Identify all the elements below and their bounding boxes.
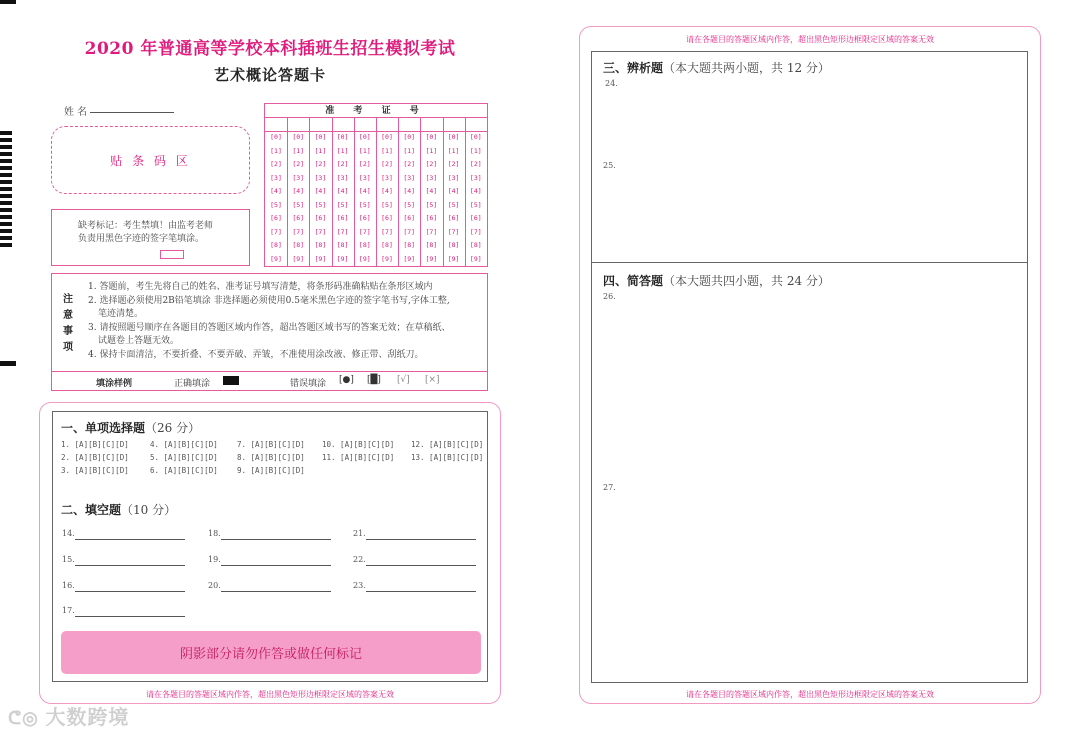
absent-mark-box bbox=[51, 209, 250, 266]
exam-id-bubble[interactable]: [9] bbox=[425, 254, 438, 263]
exam-id-bubble[interactable]: [5] bbox=[403, 200, 416, 209]
notice-item: 1. 答题前，考生先将自己的姓名、准考证号填写清楚，将条形码准确粘贴在条形区域内 bbox=[88, 282, 433, 292]
exam-id-bubble[interactable]: [4] bbox=[425, 187, 438, 195]
exam-id-bubble[interactable]: [8] bbox=[292, 241, 305, 249]
exam-id-bubble[interactable]: [3] bbox=[469, 173, 482, 182]
exam-id-bubble[interactable]: [6] bbox=[314, 214, 327, 222]
exam-id-bubble[interactable]: [9] bbox=[469, 254, 482, 263]
section3-heading: 三、辨析题（本大题共两小题，共 12 分） bbox=[603, 61, 830, 75]
exam-id-bubble[interactable]: [3] bbox=[403, 173, 416, 182]
exam-id-bubble[interactable]: [3] bbox=[292, 173, 305, 182]
answer-card-title: 艺术概论答题卡 bbox=[213, 66, 326, 84]
exam-id-bubble[interactable]: [8] bbox=[469, 241, 482, 249]
exam-id-bubble[interactable]: [1] bbox=[314, 146, 327, 155]
exam-id-bubble[interactable]: [8] bbox=[447, 241, 460, 249]
exam-id-bubble[interactable]: [1] bbox=[336, 146, 349, 155]
exam-id-bubble[interactable]: [3] bbox=[447, 173, 460, 182]
exam-id-bubble[interactable]: [7] bbox=[403, 227, 416, 236]
choice-question[interactable]: 13. [A][B][C][D] bbox=[411, 453, 484, 462]
notice-box bbox=[51, 273, 488, 372]
exam-id-bubble[interactable]: [9] bbox=[292, 254, 305, 263]
wrong-fill-sample: [√] bbox=[397, 375, 410, 385]
notice-item: 试题卷上答题无效。 bbox=[98, 336, 180, 347]
exam-id-bubble[interactable]: [3] bbox=[270, 173, 282, 182]
exam-id-bubble[interactable]: [4] bbox=[358, 187, 371, 195]
blank-answer-line[interactable] bbox=[75, 591, 185, 592]
watermark-logo: ᕦ◎ 大数跨境 bbox=[8, 707, 130, 729]
absent-instruction-1: 缺考标记：考生禁填！由监考老师 bbox=[78, 221, 214, 231]
exam-id-bubble[interactable]: [8] bbox=[336, 241, 349, 249]
exam-id-column-divider bbox=[332, 118, 333, 266]
exam-id-title: 准 考 证 号 bbox=[265, 104, 487, 118]
absent-instruction-2: 负责用黑色字迹的签字笔填涂。 bbox=[78, 234, 205, 244]
footer-note-right: 请在各题目的答题区域内作答，超出黑色矩形边框限定区域的答案无效 bbox=[686, 690, 934, 699]
exam-id-bubble[interactable]: [7] bbox=[292, 227, 305, 236]
exam-id-bubble[interactable]: [0] bbox=[425, 133, 438, 141]
correct-fill-sample bbox=[223, 376, 239, 385]
exam-id-bubble[interactable]: [9] bbox=[381, 254, 393, 263]
exam-id-bubble[interactable]: [6] bbox=[403, 214, 416, 222]
question-number: 24. bbox=[605, 79, 618, 88]
wrong-fill-sample: [×] bbox=[425, 375, 440, 385]
notice-item: 笔迹清楚。 bbox=[98, 309, 144, 320]
exam-id-bubble[interactable]: [7] bbox=[447, 227, 460, 236]
blank-answer-line[interactable] bbox=[221, 539, 331, 540]
blank-answer-line[interactable] bbox=[366, 591, 476, 592]
exam-id-bubble[interactable]: [6] bbox=[425, 214, 438, 222]
exam-id-bubble[interactable]: [6] bbox=[292, 214, 305, 222]
notice-side-label: 注 意 事 项 bbox=[63, 294, 73, 353]
exam-id-bubble[interactable]: [6] bbox=[358, 214, 371, 222]
fill-sample-row bbox=[51, 372, 488, 391]
notice-item: 2. 选择题必须使用2B铅笔填涂 非选择题必须使用0.5毫米黑色字迹的签字笔书写,字体工整, bbox=[88, 295, 450, 306]
exam-title: 2020 年普通高等学校本科插班生招生模拟考试 bbox=[84, 39, 456, 59]
blank-question-number: 15. bbox=[62, 555, 75, 564]
section2-heading: 二、填空题（10 分） bbox=[61, 503, 177, 517]
choice-question[interactable]: 8. [A][B][C][D] bbox=[237, 453, 305, 462]
exam-id-bubble[interactable]: [2] bbox=[292, 160, 305, 168]
blank-answer-line[interactable] bbox=[221, 591, 331, 592]
exam-id-bubble[interactable]: [5] bbox=[314, 200, 327, 209]
blank-answer-line[interactable] bbox=[221, 565, 331, 566]
blank-answer-line[interactable] bbox=[75, 616, 185, 617]
exam-id-bubble[interactable]: [8] bbox=[381, 241, 393, 249]
blank-question-number: 22. bbox=[353, 555, 366, 564]
exam-id-bubble[interactable]: [5] bbox=[292, 200, 305, 209]
exam-id-bubble[interactable]: [1] bbox=[403, 146, 416, 155]
fill-sample-label: 填涂样例 bbox=[96, 379, 133, 389]
exam-id-bubble[interactable]: [4] bbox=[381, 187, 393, 195]
exam-id-bubble[interactable]: [4] bbox=[292, 187, 305, 195]
exam-id-column-divider bbox=[287, 118, 288, 266]
blank-question-number: 20. bbox=[208, 581, 221, 590]
exam-id-bubble[interactable]: [0] bbox=[403, 133, 416, 141]
exam-id-bubble[interactable]: [0] bbox=[270, 133, 282, 141]
exam-id-bubble[interactable]: [0] bbox=[381, 133, 393, 141]
exam-id-column-divider bbox=[465, 118, 466, 266]
blank-question-number: 17. bbox=[62, 606, 75, 615]
exam-id-bubble[interactable]: [9] bbox=[270, 254, 282, 263]
exam-id-bubble[interactable]: [6] bbox=[270, 214, 282, 222]
exam-id-bubble[interactable]: [7] bbox=[469, 227, 482, 236]
exam-id-bubble[interactable]: [1] bbox=[425, 146, 438, 155]
exam-id-bubble[interactable]: [5] bbox=[336, 200, 349, 209]
exam-id-bubble[interactable]: [2] bbox=[358, 160, 371, 168]
exam-id-bubble[interactable]: [8] bbox=[314, 241, 327, 249]
watermark-icon: ᕦ◎ bbox=[8, 708, 39, 728]
exam-id-bubble[interactable]: [6] bbox=[447, 214, 460, 222]
exam-id-bubble[interactable]: [6] bbox=[336, 214, 349, 222]
exam-id-bubble[interactable]: [1] bbox=[270, 146, 282, 155]
section4-answer-region[interactable] bbox=[591, 262, 1028, 683]
choice-question[interactable]: 5. [A][B][C][D] bbox=[150, 453, 218, 462]
exam-id-column-divider bbox=[309, 118, 310, 266]
exam-id-column-divider bbox=[354, 118, 355, 266]
notice-item: 3. 请按照题号顺序在各题目的答题区域内作答，超出答题区域书写的答案无效；在草稿纸、 bbox=[88, 322, 451, 333]
exam-id-bubble[interactable]: [1] bbox=[292, 146, 305, 155]
exam-id-bubble[interactable]: [2] bbox=[336, 160, 349, 168]
exam-id-bubble[interactable]: [2] bbox=[403, 160, 416, 168]
blank-question-number: 16. bbox=[62, 581, 75, 590]
exam-id-bubble[interactable]: [7] bbox=[358, 227, 371, 236]
choice-question[interactable]: 11. [A][B][C][D] bbox=[322, 453, 395, 462]
question-number: 27. bbox=[603, 483, 616, 492]
exam-id-bubble[interactable]: [4] bbox=[270, 187, 282, 195]
exam-id-bubble[interactable]: [5] bbox=[358, 200, 371, 209]
exam-id-bubble[interactable]: [3] bbox=[336, 173, 349, 182]
exam-id-bubble[interactable]: [8] bbox=[358, 241, 371, 249]
exam-id-bubble[interactable]: [2] bbox=[469, 160, 482, 168]
exam-id-bubble[interactable]: [9] bbox=[336, 254, 349, 263]
exam-id-bubble[interactable]: [5] bbox=[270, 200, 282, 209]
exam-id-bubble[interactable]: [6] bbox=[469, 214, 482, 222]
section1-heading: 一、单项选择题（26 分） bbox=[61, 421, 201, 435]
exam-id-bubble[interactable]: [4] bbox=[314, 187, 327, 195]
exam-id-column-divider bbox=[398, 118, 399, 266]
exam-id-bubble[interactable]: [1] bbox=[469, 146, 482, 155]
blank-question-number: 21. bbox=[353, 529, 366, 538]
choice-question[interactable]: 9. [A][B][C][D] bbox=[237, 466, 305, 475]
exam-id-bubble[interactable]: [2] bbox=[314, 160, 327, 168]
exam-id-bubble[interactable]: [9] bbox=[314, 254, 327, 263]
exam-id-bubble[interactable]: [1] bbox=[358, 146, 371, 155]
exam-id-bubble[interactable]: [7] bbox=[314, 227, 327, 236]
exam-id-bubble[interactable]: [9] bbox=[358, 254, 371, 263]
notice-list bbox=[88, 281, 480, 363]
exam-id-bubble[interactable]: [9] bbox=[447, 254, 460, 263]
choice-question[interactable]: 3. [A][B][C][D] bbox=[61, 466, 129, 475]
exam-id-grid bbox=[264, 103, 488, 267]
exam-id-bubble[interactable]: [2] bbox=[425, 160, 438, 168]
choice-question[interactable]: 10. [A][B][C][D] bbox=[322, 440, 395, 449]
exam-id-bubble[interactable]: [2] bbox=[381, 160, 393, 168]
exam-id-bubble[interactable]: [0] bbox=[447, 133, 460, 141]
exam-id-column-divider bbox=[376, 118, 377, 266]
question-number: 26. bbox=[603, 292, 616, 301]
choice-question[interactable]: 6. [A][B][C][D] bbox=[150, 466, 218, 475]
exam-id-column-divider bbox=[420, 118, 421, 266]
blank-answer-line[interactable] bbox=[75, 565, 185, 566]
name-field[interactable] bbox=[90, 112, 174, 113]
exam-id-bubble[interactable]: [0] bbox=[292, 133, 305, 141]
exam-id-bubble[interactable]: [3] bbox=[381, 173, 393, 182]
choice-question[interactable]: 1. [A][B][C][D] bbox=[61, 440, 129, 449]
section4-heading: 四、简答题（本大题共四小题，共 24 分） bbox=[603, 274, 830, 288]
exam-id-bubble[interactable]: [3] bbox=[358, 173, 371, 182]
exam-id-bubble[interactable]: [4] bbox=[447, 187, 460, 195]
exam-id-bubble[interactable]: [7] bbox=[425, 227, 438, 236]
name-label: 姓 名 bbox=[64, 107, 88, 118]
exam-id-bubble[interactable]: [8] bbox=[425, 241, 438, 249]
exam-id-column-divider bbox=[443, 118, 444, 266]
exam-id-bubble[interactable]: [1] bbox=[381, 146, 393, 155]
header-note-right: 请在各题目的答题区域内作答，超出黑色矩形边框限定区域的答案无效 bbox=[686, 35, 934, 44]
exam-id-bubble[interactable]: [2] bbox=[270, 160, 282, 168]
exam-id-bubble[interactable]: [4] bbox=[403, 187, 416, 195]
blank-answer-line[interactable] bbox=[366, 565, 476, 566]
exam-id-bubble[interactable]: [5] bbox=[447, 200, 460, 209]
exam-id-bubble[interactable]: [0] bbox=[314, 133, 327, 141]
exam-id-bubble[interactable]: [5] bbox=[381, 200, 393, 209]
absent-checkbox[interactable] bbox=[160, 250, 184, 259]
exam-id-bubble[interactable]: [7] bbox=[381, 227, 393, 236]
blank-answer-line[interactable] bbox=[366, 539, 476, 540]
blank-question-number: 18. bbox=[208, 529, 221, 538]
choice-question[interactable]: 7. [A][B][C][D] bbox=[237, 440, 305, 449]
exam-id-bubble[interactable]: [7] bbox=[336, 227, 349, 236]
section3-answer-region[interactable] bbox=[591, 51, 1028, 263]
question-number: 25. bbox=[603, 161, 616, 170]
barcode-area: 贴 条 码 区 bbox=[51, 126, 250, 194]
exam-id-bubble[interactable]: [0] bbox=[469, 133, 482, 141]
exam-id-bubble[interactable]: [2] bbox=[447, 160, 460, 168]
wrong-fill-label: 错误填涂 bbox=[290, 379, 327, 389]
exam-id-bubble[interactable]: [8] bbox=[270, 241, 282, 249]
notice-item: 4. 保持卡面清洁，不要折叠、不要弄破、弄皱，不准使用涂改液、修正带、刮纸刀。 bbox=[88, 349, 424, 360]
exam-id-bubble[interactable]: [4] bbox=[336, 187, 349, 195]
exam-id-bubble[interactable]: [7] bbox=[270, 227, 282, 236]
exam-id-bubble[interactable]: [4] bbox=[469, 187, 482, 195]
blank-question-number: 23. bbox=[353, 581, 366, 590]
exam-id-bubble[interactable]: [3] bbox=[425, 173, 438, 182]
exam-id-bubble[interactable]: [0] bbox=[336, 133, 349, 141]
shaded-no-mark-area: 阴影部分请勿作答或做任何标记 bbox=[61, 631, 481, 674]
exam-id-bubble[interactable]: [5] bbox=[425, 200, 438, 209]
blank-answer-line[interactable] bbox=[75, 539, 185, 540]
wrong-fill-sample: [█] bbox=[367, 375, 381, 385]
exam-id-bubble[interactable]: [5] bbox=[469, 200, 482, 209]
choice-question[interactable]: 12. [A][B][C][D] bbox=[411, 440, 484, 449]
footer-note-left: 请在各题目的答题区域内作答，超出黑色矩形边框限定区域的答案无效 bbox=[146, 690, 394, 699]
blank-question-number: 14. bbox=[62, 529, 75, 538]
blank-question-number: 19. bbox=[208, 555, 221, 564]
exam-id-bubble[interactable]: [0] bbox=[358, 133, 371, 141]
wrong-fill-sample: [●] bbox=[339, 375, 354, 385]
exam-id-bubble[interactable]: [9] bbox=[403, 254, 416, 263]
choice-question[interactable]: 2. [A][B][C][D] bbox=[61, 453, 129, 462]
correct-fill-label: 正确填涂 bbox=[174, 379, 211, 389]
choice-question[interactable]: 4. [A][B][C][D] bbox=[150, 440, 218, 449]
exam-id-bubble[interactable]: [8] bbox=[403, 241, 416, 249]
exam-id-bubble[interactable]: [1] bbox=[447, 146, 460, 155]
exam-id-bubble[interactable]: [6] bbox=[381, 214, 393, 222]
exam-id-bubble[interactable]: [3] bbox=[314, 173, 327, 182]
